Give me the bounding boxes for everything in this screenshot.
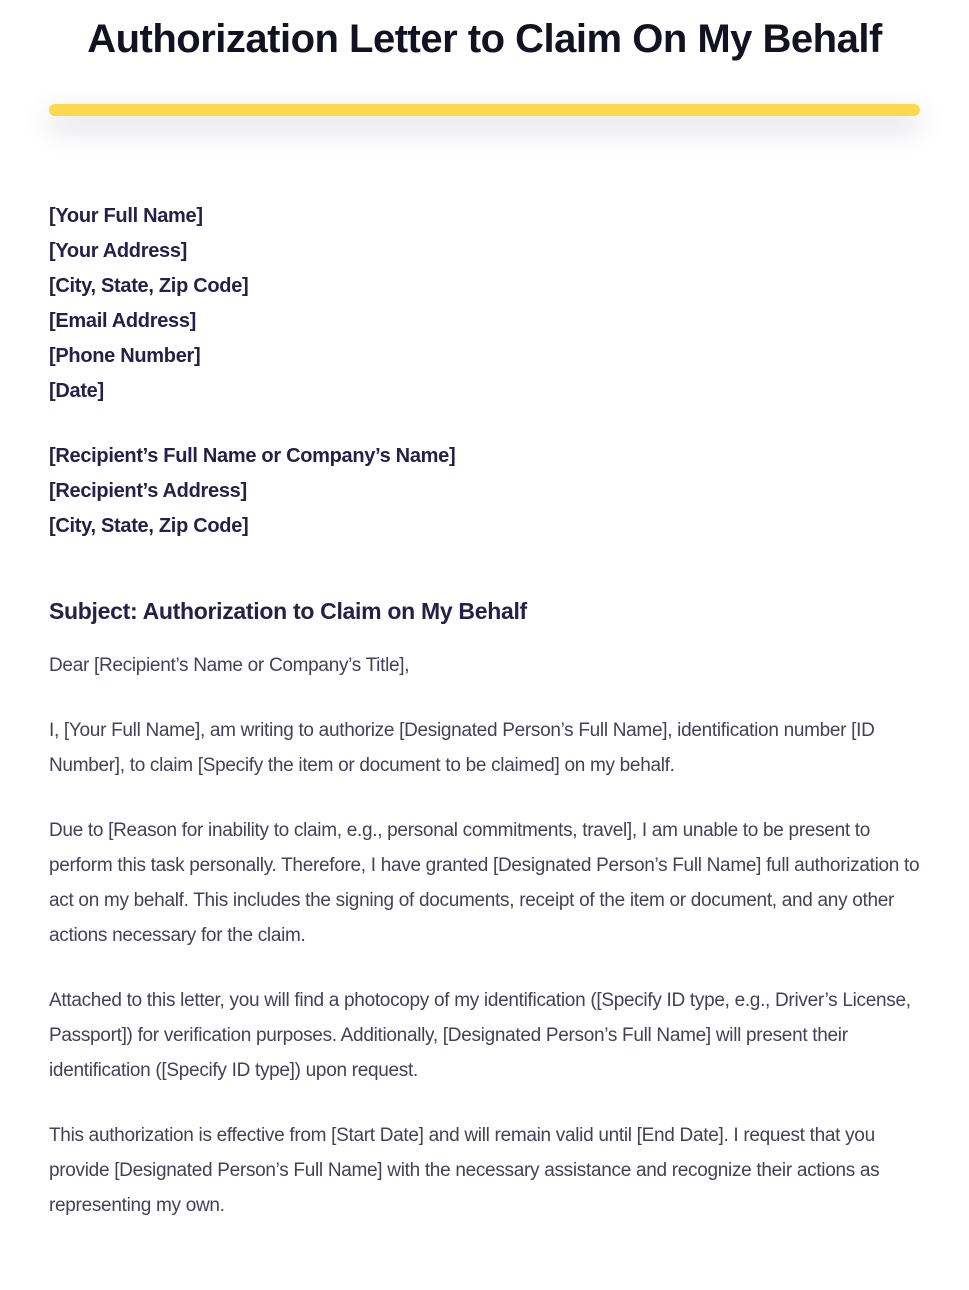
- yellow-divider: [49, 104, 920, 116]
- paragraph-attachments: Attached to this letter, you will find a photocopy of my identification ([Specify ID type, e.g., Driver’s License, Passport]) for verification purposes. Additionally, [Designated Person’s Full Name] will present their identification ([Specify ID type]) upon request.: [49, 990, 911, 1081]
- recipient-city-state-zip: [City, State, Zip Code]: [49, 515, 249, 537]
- recipient-address: [Recipient’s Address]: [49, 480, 247, 502]
- sender-full-name: [Your Full Name]: [49, 205, 203, 227]
- sender-block: [49, 199, 925, 409]
- paragraph-authorization: I, [Your Full Name], am writing to authorize [Designated Person’s Full Name], identification number [ID Number], to claim [Specify the item or document to be claimed] on my behalf.: [49, 720, 875, 776]
- sender-city-state-zip: [City, State, Zip Code]: [49, 275, 249, 297]
- sender-phone: [Phone Number]: [49, 345, 201, 367]
- paragraph-reason: Due to [Reason for inability to claim, e.g., personal commitments, travel], I am unable to be present to perform this task personally. Therefore, I have granted [Designated Person’s Full Name] full authorization to act on my behalf. This includes the signing of documents, receipt of the item or document, and any other actions necessary for the claim.: [49, 820, 920, 946]
- paragraph-validity: This authorization is effective from [Start Date] and will remain valid until [End Date]. I request that you provide [Designated Person’s Full Name] with the necessary assistance and recognize their actions as representing my own.: [49, 1125, 880, 1216]
- recipient-block: [49, 439, 925, 544]
- letter-body: [49, 199, 925, 1223]
- sender-address: [Your Address]: [49, 240, 188, 262]
- recipient-name: [Recipient’s Full Name or Company’s Name]: [49, 445, 456, 467]
- page-title: Authorization Letter to Claim On My Behalf: [87, 17, 882, 61]
- letter-date: [Date]: [49, 380, 104, 402]
- subject-line: Subject: Authorization to Claim on My Behalf: [49, 598, 527, 624]
- salutation: Dear [Recipient’s Name or Company’s Title],: [49, 655, 410, 676]
- sender-email: [Email Address]: [49, 310, 197, 332]
